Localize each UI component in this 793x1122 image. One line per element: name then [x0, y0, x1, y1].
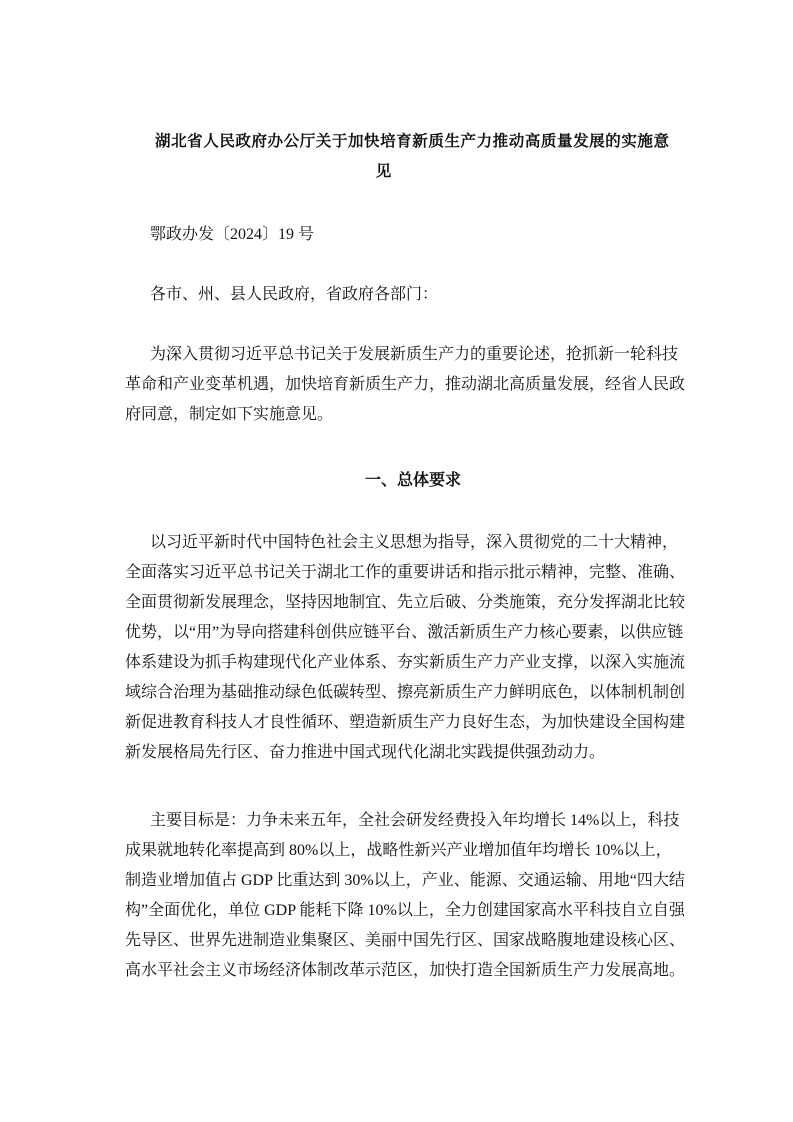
document-title-line-2 — [125, 162, 670, 182]
intro-line: 革命和产业变革机遇，加快培育新质生产力，推动湖北高质量发展，经省人民政 — [125, 376, 686, 393]
paragraph-line: 主要目标是：力争未来五年，全社会研发经费投入年均增长 14%以上，科技 — [150, 812, 680, 829]
paragraph-line: 成果就地转化率提高到 80%以上，战略性新兴产业增加值年均增长 10%以上， — [125, 842, 672, 859]
paragraph-line: 以习近平新时代中国特色社会主义思想为指导，深入贯彻党的二十大精神， — [150, 534, 679, 551]
intro-line: 为深入贯彻习近平总书记关于发展新质生产力的重要论述，抢抓新一轮科技 — [150, 346, 679, 363]
paragraph-line: 全面落实习近平总书记关于湖北工作的重要讲话和指示批示精神，完整、准确、 — [125, 564, 686, 581]
section-heading: 一、总体要求 — [364, 472, 461, 489]
paragraph-line: 体系建设为抓手构建现代化产业体系、夯实新质生产力产业支撑，以深入实施流 — [125, 654, 686, 671]
intro-line: 府同意，制定如下实施意见。 — [125, 406, 334, 423]
paragraph-line: 域综合治理为基础推动绿色低碳转型、擦亮新质生产力鲜明底色，以体制机制创 — [125, 684, 686, 701]
document-title-line-1: 湖北省人民政府办公厅关于加快培育新质生产力推动高质量发展的实施意 — [155, 133, 669, 150]
document-title-line-2-text: 见 — [375, 163, 392, 180]
paragraph-line: 新促进教育科技人才良性循环、塑造新质生产力良好生态，为加快建设全国构建 — [125, 714, 686, 731]
paragraph-line: 高水平社会主义市场经济体制改革示范区，加快打造全国新质生产力发展高地。 — [125, 962, 686, 979]
paragraph-line: 新发展格局先行区、奋力推进中国式现代化湖北实践提供强劲动力。 — [125, 744, 606, 761]
paragraph-line: 构”全面优化，单位 GDP 能耗下降 10%以上，全力创建国家高水平科技自立自强 — [125, 902, 685, 919]
document-number: 鄂政办发〔2024〕19 号 — [150, 226, 315, 243]
paragraph-line: 先导区、世界先进制造业集聚区、美丽中国先行区、国家战略腹地建设核心区、 — [125, 932, 686, 949]
paragraph-line: 制造业增加值占 GDP 比重达到 30%以上，产业、能源、交通运输、用地“四大结 — [125, 872, 685, 889]
paragraph-line: 全面贯彻新发展理念，坚持因地制宜、先立后破、分类施策，充分发挥湖北比较 — [125, 594, 686, 611]
addressee: 各市、州、县人民政府，省政府各部门： — [150, 286, 439, 303]
paragraph-line: 优势，以“用”为导向搭建科创供应链平台、激活新质生产力核心要素，以供应链 — [125, 624, 684, 641]
